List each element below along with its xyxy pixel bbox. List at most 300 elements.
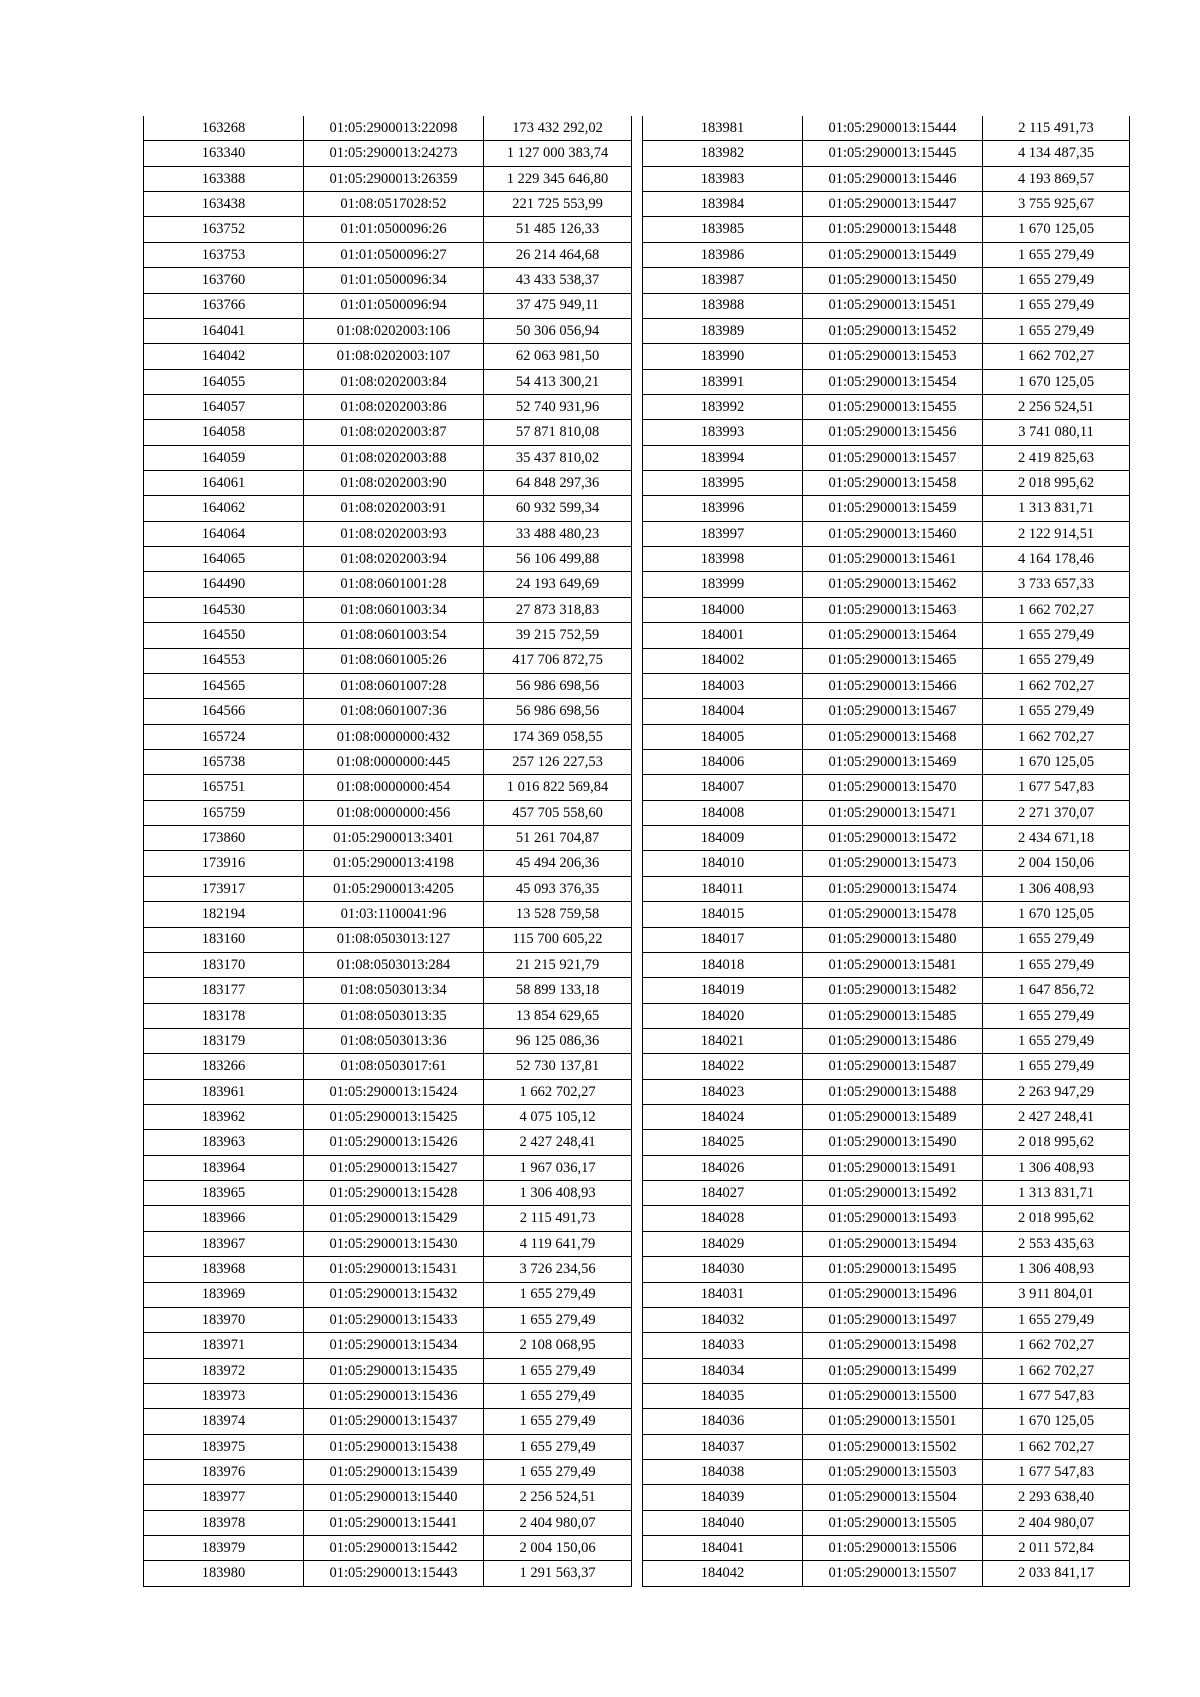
row-number-cell: 164550 — [144, 623, 304, 648]
cadastral-number-cell: 01:05:2900013:3401 — [304, 826, 484, 851]
value-cell: 2 018 995,62 — [983, 1130, 1130, 1155]
row-number-cell: 184029 — [643, 1231, 803, 1256]
value-cell: 2 004 150,06 — [983, 851, 1130, 876]
value-cell: 1 655 279,49 — [983, 242, 1130, 267]
row-number-cell: 184025 — [643, 1130, 803, 1155]
row-number-cell: 164062 — [144, 496, 304, 521]
row-number-cell: 184031 — [643, 1282, 803, 1307]
value-cell: 1 662 702,27 — [484, 1079, 632, 1104]
cadastral-number-cell: 01:05:2900013:15499 — [803, 1358, 983, 1383]
value-cell: 2 271 370,07 — [983, 800, 1130, 825]
table-row — [144, 699, 632, 724]
cadastral-number-cell: 01:08:0202003:87 — [304, 420, 484, 445]
row-number-cell: 163760 — [144, 268, 304, 293]
row-number-cell: 183179 — [144, 1028, 304, 1053]
row-number-cell: 183965 — [144, 1181, 304, 1206]
cadastral-number-cell: 01:05:2900013:15451 — [803, 293, 983, 318]
table-row — [144, 1434, 632, 1459]
value-cell: 2 293 638,40 — [983, 1485, 1130, 1510]
value-cell: 54 413 300,21 — [484, 369, 632, 394]
value-cell: 1 662 702,27 — [983, 1358, 1130, 1383]
cadastral-number-cell: 01:08:0503013:35 — [304, 1003, 484, 1028]
value-cell: 56 986 698,56 — [484, 673, 632, 698]
row-number-cell: 164058 — [144, 420, 304, 445]
row-number-cell: 183964 — [144, 1155, 304, 1180]
row-number-cell: 183966 — [144, 1206, 304, 1231]
cadastral-number-cell: 01:05:2900013:4198 — [304, 851, 484, 876]
value-cell: 2 404 980,07 — [484, 1510, 632, 1535]
table-row — [643, 623, 1130, 648]
row-number-cell: 183970 — [144, 1307, 304, 1332]
row-number-cell: 164055 — [144, 369, 304, 394]
table-row — [643, 166, 1130, 191]
cadastral-number-cell: 01:08:0202003:107 — [304, 344, 484, 369]
table-row — [643, 344, 1130, 369]
table-row — [643, 597, 1130, 622]
cadastral-number-cell: 01:05:2900013:15426 — [304, 1130, 484, 1155]
cadastral-number-cell: 01:05:2900013:15469 — [803, 749, 983, 774]
value-cell: 173 432 292,02 — [484, 116, 632, 141]
table-row — [643, 1257, 1130, 1282]
value-cell: 1 655 279,49 — [983, 268, 1130, 293]
row-number-cell: 184011 — [643, 876, 803, 901]
row-number-cell: 183989 — [643, 318, 803, 343]
cadastral-number-cell: 01:08:0202003:91 — [304, 496, 484, 521]
value-cell: 1 655 279,49 — [983, 927, 1130, 952]
row-number-cell: 183995 — [643, 471, 803, 496]
table-row — [643, 1333, 1130, 1358]
cadastral-number-cell: 01:05:2900013:15466 — [803, 673, 983, 698]
value-cell: 2 018 995,62 — [983, 1206, 1130, 1231]
value-cell: 3 733 657,33 — [983, 572, 1130, 597]
table-row — [643, 1561, 1130, 1586]
value-cell: 1 655 279,49 — [983, 952, 1130, 977]
cadastral-number-cell: 01:01:0500096:26 — [304, 217, 484, 242]
table-row — [144, 1282, 632, 1307]
table-row — [643, 1206, 1130, 1231]
cadastral-number-cell: 01:05:2900013:15454 — [803, 369, 983, 394]
row-number-cell: 183971 — [144, 1333, 304, 1358]
cadastral-number-cell: 01:08:0202003:93 — [304, 521, 484, 546]
value-cell: 1 655 279,49 — [983, 699, 1130, 724]
cadastral-number-cell: 01:05:2900013:15436 — [304, 1383, 484, 1408]
table-row — [643, 673, 1130, 698]
cadastral-number-cell: 01:05:2900013:15427 — [304, 1155, 484, 1180]
table-row — [643, 1358, 1130, 1383]
cadastral-number-cell: 01:05:2900013:15424 — [304, 1079, 484, 1104]
row-number-cell: 184035 — [643, 1383, 803, 1408]
row-number-cell: 184015 — [643, 902, 803, 927]
table-row — [643, 1409, 1130, 1434]
value-cell: 1 967 036,17 — [484, 1155, 632, 1180]
cadastral-number-cell: 01:08:0202003:106 — [304, 318, 484, 343]
row-number-cell: 164530 — [144, 597, 304, 622]
row-number-cell: 184002 — [643, 648, 803, 673]
cadastral-number-cell: 01:08:0601005:26 — [304, 648, 484, 673]
value-cell: 2 256 524,51 — [484, 1485, 632, 1510]
cadastral-number-cell: 01:05:2900013:15448 — [803, 217, 983, 242]
row-number-cell: 183974 — [144, 1409, 304, 1434]
table-row — [643, 1155, 1130, 1180]
table-row — [144, 572, 632, 597]
row-number-cell: 183976 — [144, 1460, 304, 1485]
table-row — [643, 1510, 1130, 1535]
cadastral-number-cell: 01:01:0500096:34 — [304, 268, 484, 293]
row-number-cell: 183982 — [643, 141, 803, 166]
row-number-cell: 173916 — [144, 851, 304, 876]
cadastral-number-cell: 01:05:2900013:15488 — [803, 1079, 983, 1104]
row-number-cell: 184007 — [643, 775, 803, 800]
table-row — [643, 1130, 1130, 1155]
value-cell: 2 033 841,17 — [983, 1561, 1130, 1586]
cadastral-number-cell: 01:05:2900013:15492 — [803, 1181, 983, 1206]
row-number-cell: 163268 — [144, 116, 304, 141]
value-cell: 2 419 825,63 — [983, 445, 1130, 470]
table-row — [144, 116, 632, 141]
row-number-cell: 184008 — [643, 800, 803, 825]
table-row — [144, 521, 632, 546]
cadastral-number-cell: 01:05:2900013:15495 — [803, 1257, 983, 1282]
value-cell: 1 655 279,49 — [484, 1282, 632, 1307]
table-row — [144, 192, 632, 217]
table-row — [144, 1054, 632, 1079]
left-table-body — [144, 116, 632, 1586]
table-row — [643, 471, 1130, 496]
row-number-cell: 184001 — [643, 623, 803, 648]
value-cell: 1 677 547,83 — [983, 775, 1130, 800]
value-cell: 4 119 641,79 — [484, 1231, 632, 1256]
value-cell: 1 655 279,49 — [983, 1028, 1130, 1053]
row-number-cell: 173860 — [144, 826, 304, 851]
row-number-cell: 183977 — [144, 1485, 304, 1510]
row-number-cell: 184019 — [643, 978, 803, 1003]
value-cell: 1 670 125,05 — [983, 369, 1130, 394]
table-row — [144, 1536, 632, 1561]
table-row — [144, 927, 632, 952]
row-number-cell: 183967 — [144, 1231, 304, 1256]
cadastral-number-cell: 01:05:2900013:15464 — [803, 623, 983, 648]
value-cell: 1 313 831,71 — [983, 1181, 1130, 1206]
row-number-cell: 184027 — [643, 1181, 803, 1206]
table-row — [144, 445, 632, 470]
table-row — [144, 800, 632, 825]
row-number-cell: 183980 — [144, 1561, 304, 1586]
cadastral-number-cell: 01:05:2900013:15456 — [803, 420, 983, 445]
value-cell: 1 655 279,49 — [983, 1307, 1130, 1332]
value-cell: 56 986 698,56 — [484, 699, 632, 724]
cadastral-number-cell: 01:05:2900013:15462 — [803, 572, 983, 597]
cadastral-number-cell: 01:05:2900013:15463 — [803, 597, 983, 622]
value-cell: 21 215 921,79 — [484, 952, 632, 977]
table-row — [144, 420, 632, 445]
row-number-cell: 184042 — [643, 1561, 803, 1586]
table-row — [643, 1536, 1130, 1561]
table-row — [144, 1485, 632, 1510]
row-number-cell: 183998 — [643, 547, 803, 572]
row-number-cell: 184006 — [643, 749, 803, 774]
cadastral-number-cell: 01:08:0000000:456 — [304, 800, 484, 825]
cadastral-number-cell: 01:08:0202003:84 — [304, 369, 484, 394]
value-cell: 2 011 572,84 — [983, 1536, 1130, 1561]
row-number-cell: 183178 — [144, 1003, 304, 1028]
table-row — [643, 445, 1130, 470]
value-cell: 2 427 248,41 — [983, 1105, 1130, 1130]
table-row — [144, 876, 632, 901]
value-cell: 2 434 671,18 — [983, 826, 1130, 851]
table-row — [643, 547, 1130, 572]
table-row — [144, 1105, 632, 1130]
value-cell: 4 075 105,12 — [484, 1105, 632, 1130]
table-row — [144, 268, 632, 293]
table-row — [643, 116, 1130, 141]
value-cell: 457 705 558,60 — [484, 800, 632, 825]
table-row — [144, 242, 632, 267]
cadastral-number-cell: 01:05:2900013:15453 — [803, 344, 983, 369]
value-cell: 3 741 080,11 — [983, 420, 1130, 445]
row-number-cell: 164065 — [144, 547, 304, 572]
cadastral-number-cell: 01:05:2900013:15485 — [803, 1003, 983, 1028]
table-row — [144, 826, 632, 851]
row-number-cell: 164553 — [144, 648, 304, 673]
value-cell: 1 655 279,49 — [484, 1409, 632, 1434]
value-cell: 37 475 949,11 — [484, 293, 632, 318]
value-cell: 1 291 563,37 — [484, 1561, 632, 1586]
cadastral-number-cell: 01:05:2900013:26359 — [304, 166, 484, 191]
table-row — [643, 978, 1130, 1003]
cadastral-number-cell: 01:08:0202003:90 — [304, 471, 484, 496]
cadastral-number-cell: 01:01:0500096:27 — [304, 242, 484, 267]
row-number-cell: 164042 — [144, 344, 304, 369]
table-row — [643, 1231, 1130, 1256]
cadastral-number-cell: 01:08:0601003:34 — [304, 597, 484, 622]
value-cell: 1 662 702,27 — [983, 597, 1130, 622]
row-number-cell: 183992 — [643, 394, 803, 419]
table-row — [643, 826, 1130, 851]
table-row — [144, 1231, 632, 1256]
cadastral-number-cell: 01:05:2900013:15465 — [803, 648, 983, 673]
cadastral-number-cell: 01:05:2900013:15498 — [803, 1333, 983, 1358]
row-number-cell: 184026 — [643, 1155, 803, 1180]
cadastral-number-cell: 01:05:2900013:15493 — [803, 1206, 983, 1231]
value-cell: 1 655 279,49 — [983, 318, 1130, 343]
table-row — [643, 724, 1130, 749]
table-row — [144, 597, 632, 622]
row-number-cell: 183990 — [643, 344, 803, 369]
value-cell: 4 193 869,57 — [983, 166, 1130, 191]
table-row — [144, 1028, 632, 1053]
table-row — [643, 648, 1130, 673]
cadastral-number-cell: 01:08:0503013:284 — [304, 952, 484, 977]
value-cell: 62 063 981,50 — [484, 344, 632, 369]
table-row — [144, 1383, 632, 1408]
row-number-cell: 183963 — [144, 1130, 304, 1155]
value-cell: 1 016 822 569,84 — [484, 775, 632, 800]
table-row — [144, 648, 632, 673]
table-row — [144, 1307, 632, 1332]
cadastral-number-cell: 01:05:2900013:15425 — [304, 1105, 484, 1130]
value-cell: 51 261 704,87 — [484, 826, 632, 851]
table-row — [643, 369, 1130, 394]
value-cell: 26 214 464,68 — [484, 242, 632, 267]
row-number-cell: 184040 — [643, 1510, 803, 1535]
row-number-cell: 184018 — [643, 952, 803, 977]
row-number-cell: 173917 — [144, 876, 304, 901]
row-number-cell: 183972 — [144, 1358, 304, 1383]
table-row — [643, 1282, 1130, 1307]
cadastral-number-cell: 01:05:2900013:15457 — [803, 445, 983, 470]
cadastral-number-cell: 01:08:0503013:36 — [304, 1028, 484, 1053]
table-row — [643, 268, 1130, 293]
cadastral-number-cell: 01:05:2900013:15491 — [803, 1155, 983, 1180]
value-cell: 64 848 297,36 — [484, 471, 632, 496]
cadastral-number-cell: 01:05:2900013:15470 — [803, 775, 983, 800]
row-number-cell: 184030 — [643, 1257, 803, 1282]
cadastral-number-cell: 01:08:0000000:432 — [304, 724, 484, 749]
table-row — [144, 547, 632, 572]
row-number-cell: 184004 — [643, 699, 803, 724]
table-row — [144, 851, 632, 876]
table-row — [144, 217, 632, 242]
value-cell: 50 306 056,94 — [484, 318, 632, 343]
cadastral-number-cell: 01:05:2900013:15494 — [803, 1231, 983, 1256]
table-row — [144, 1079, 632, 1104]
row-number-cell: 183975 — [144, 1434, 304, 1459]
row-number-cell: 184033 — [643, 1333, 803, 1358]
cadastral-number-cell: 01:05:2900013:15449 — [803, 242, 983, 267]
cadastral-number-cell: 01:05:2900013:15486 — [803, 1028, 983, 1053]
row-number-cell: 183993 — [643, 420, 803, 445]
row-number-cell: 183962 — [144, 1105, 304, 1130]
table-row — [144, 1333, 632, 1358]
cadastral-number-cell: 01:08:0503017:61 — [304, 1054, 484, 1079]
table-row — [643, 242, 1130, 267]
row-number-cell: 184034 — [643, 1358, 803, 1383]
row-number-cell: 183177 — [144, 978, 304, 1003]
cadastral-number-cell: 01:05:2900013:15472 — [803, 826, 983, 851]
cadastral-number-cell: 01:03:1100041:96 — [304, 902, 484, 927]
cadastral-number-cell: 01:08:0000000:445 — [304, 749, 484, 774]
table-row — [144, 1130, 632, 1155]
value-cell: 2 256 524,51 — [983, 394, 1130, 419]
value-cell: 115 700 605,22 — [484, 927, 632, 952]
table-row — [643, 1003, 1130, 1028]
row-number-cell: 184038 — [643, 1460, 803, 1485]
row-number-cell: 182194 — [144, 902, 304, 927]
cadastral-number-cell: 01:05:2900013:15445 — [803, 141, 983, 166]
value-cell: 1 229 345 646,80 — [484, 166, 632, 191]
row-number-cell: 183969 — [144, 1282, 304, 1307]
row-number-cell: 183968 — [144, 1257, 304, 1282]
table-row — [144, 166, 632, 191]
value-cell: 1 677 547,83 — [983, 1383, 1130, 1408]
value-cell: 1 306 408,93 — [484, 1181, 632, 1206]
table-row — [144, 344, 632, 369]
value-cell: 1 655 279,49 — [983, 623, 1130, 648]
row-number-cell: 183985 — [643, 217, 803, 242]
cadastral-number-cell: 01:08:0601007:28 — [304, 673, 484, 698]
cadastral-number-cell: 01:08:0601001:28 — [304, 572, 484, 597]
cadastral-number-cell: 01:05:2900013:15459 — [803, 496, 983, 521]
table-row — [643, 572, 1130, 597]
table-row — [643, 394, 1130, 419]
value-cell: 2 115 491,73 — [983, 116, 1130, 141]
cadastral-number-cell: 01:05:2900013:15433 — [304, 1307, 484, 1332]
row-number-cell: 163766 — [144, 293, 304, 318]
cadastral-number-cell: 01:05:2900013:15461 — [803, 547, 983, 572]
row-number-cell: 165751 — [144, 775, 304, 800]
cadastral-number-cell: 01:05:2900013:15478 — [803, 902, 983, 927]
cadastral-number-cell: 01:05:2900013:15507 — [803, 1561, 983, 1586]
value-cell: 2 108 068,95 — [484, 1333, 632, 1358]
cadastral-number-cell: 01:05:2900013:15482 — [803, 978, 983, 1003]
table-row — [643, 1079, 1130, 1104]
value-cell: 3 911 804,01 — [983, 1282, 1130, 1307]
value-cell: 52 740 931,96 — [484, 394, 632, 419]
table-row — [643, 1307, 1130, 1332]
cadastral-number-cell: 01:08:0601007:36 — [304, 699, 484, 724]
table-row — [643, 192, 1130, 217]
table-row — [643, 293, 1130, 318]
value-cell: 1 127 000 383,74 — [484, 141, 632, 166]
value-cell: 1 662 702,27 — [983, 1333, 1130, 1358]
cadastral-number-cell: 01:05:2900013:15481 — [803, 952, 983, 977]
value-cell: 2 004 150,06 — [484, 1536, 632, 1561]
value-cell: 1 670 125,05 — [983, 749, 1130, 774]
value-cell: 45 494 206,36 — [484, 851, 632, 876]
cadastral-number-cell: 01:05:2900013:15431 — [304, 1257, 484, 1282]
value-cell: 3 755 925,67 — [983, 192, 1130, 217]
row-number-cell: 184000 — [643, 597, 803, 622]
value-cell: 35 437 810,02 — [484, 445, 632, 470]
cadastral-number-cell: 01:05:2900013:15455 — [803, 394, 983, 419]
row-number-cell: 183997 — [643, 521, 803, 546]
value-cell: 1 655 279,49 — [484, 1307, 632, 1332]
row-number-cell: 183160 — [144, 927, 304, 952]
table-row — [144, 1003, 632, 1028]
left-data-table — [143, 116, 632, 1587]
value-cell: 1 662 702,27 — [983, 344, 1130, 369]
table-row — [643, 1181, 1130, 1206]
value-cell: 39 215 752,59 — [484, 623, 632, 648]
row-number-cell: 165724 — [144, 724, 304, 749]
row-number-cell: 183986 — [643, 242, 803, 267]
cadastral-number-cell: 01:05:2900013:15430 — [304, 1231, 484, 1256]
table-row — [144, 496, 632, 521]
row-number-cell: 164490 — [144, 572, 304, 597]
row-number-cell: 164565 — [144, 673, 304, 698]
table-row — [144, 318, 632, 343]
value-cell: 2 404 980,07 — [983, 1510, 1130, 1535]
table-row — [144, 902, 632, 927]
row-number-cell: 164064 — [144, 521, 304, 546]
value-cell: 2 115 491,73 — [484, 1206, 632, 1231]
row-number-cell: 164566 — [144, 699, 304, 724]
row-number-cell: 183984 — [643, 192, 803, 217]
table-row — [643, 141, 1130, 166]
cadastral-number-cell: 01:05:2900013:15440 — [304, 1485, 484, 1510]
value-cell: 45 093 376,35 — [484, 876, 632, 901]
cadastral-number-cell: 01:05:2900013:15432 — [304, 1282, 484, 1307]
cadastral-number-cell: 01:05:2900013:4205 — [304, 876, 484, 901]
cadastral-number-cell: 01:05:2900013:15500 — [803, 1383, 983, 1408]
cadastral-number-cell: 01:05:2900013:15505 — [803, 1510, 983, 1535]
value-cell: 1 306 408,93 — [983, 1155, 1130, 1180]
cadastral-number-cell: 01:05:2900013:15480 — [803, 927, 983, 952]
table-row — [643, 800, 1130, 825]
row-number-cell: 183996 — [643, 496, 803, 521]
table-row — [643, 699, 1130, 724]
cadastral-number-cell: 01:05:2900013:15490 — [803, 1130, 983, 1155]
